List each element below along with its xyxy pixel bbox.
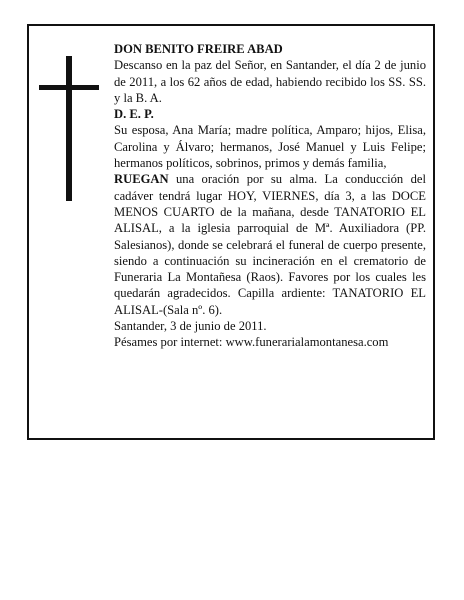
funeral-details: una oración por su alma. La conducción del cadáver tendrá lugar HOY, VIERNES, día 3, a las DOCE MENOS CUARTO de la mañana, desde TANATORIO EL ALISAL, a la iglesia parroquial de Mª. Auxiliadora (PP. Salesianos), donde se celebrará el funeral de cuerpo presente, siendo a continuación su incineración en el crematorio de Funeraria La Montañesa (Raos). Favores por los cuales les quedarán agradecidos. Capilla ardiente: TANATORIO EL ALISAL-(Sala nº. 6). xyxy=(114,172,427,317)
dep-line: D. E. P. xyxy=(114,107,154,122)
latin-cross-icon xyxy=(39,56,99,201)
obituary-notice xyxy=(27,24,435,440)
family-list: Su esposa, Ana María; madre política, Amparo; hijos, Elisa, Carolina y Álvaro; hermanos, José Manuel y Luis Felipe; hermanos políticos, sobrinos, primos y demás familia, xyxy=(114,123,426,171)
death-info: Descanso en la paz del Señor, en Santander, el día 2 de junio de 2011, a los 62 años de edad, habiendo recibido los SS. SS. y la B. A. xyxy=(114,58,426,105)
funeral-paragraph xyxy=(114,171,426,318)
date-place: Santander, 3 de junio de 2011. xyxy=(114,319,267,334)
condolences-line: Pésames por internet: www.funerarialamontanesa.com xyxy=(114,335,389,350)
notice-text xyxy=(114,41,426,351)
cross-horizontal-bar xyxy=(39,85,99,90)
deceased-name: DON BENITO FREIRE ABAD xyxy=(114,42,283,56)
cross-vertical-bar xyxy=(66,56,72,201)
ruegan-label: RUEGAN xyxy=(114,172,169,187)
